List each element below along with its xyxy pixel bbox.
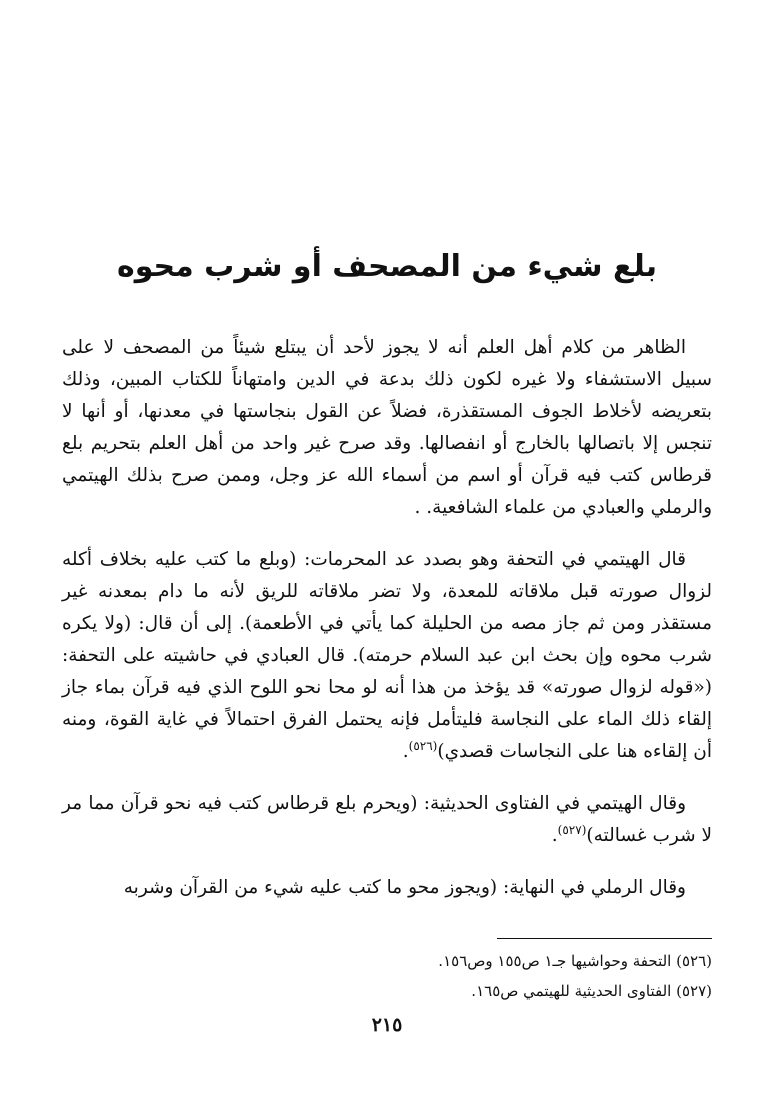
page-number: ٢١٥ xyxy=(371,1014,403,1036)
footnotes xyxy=(62,946,712,1006)
paragraph-text: وقال الهيتمي في الفتاوى الحديثية: (ويحرم بلع قرطاس كتب فيه نحو قرآن مما مر لا شرب غسالته) xyxy=(62,793,712,846)
paragraph-1 xyxy=(62,332,712,524)
paragraph-text: الظاهر من كلام أهل العلم أنه لا يجوز لأحد أن يبتلع شيئاً من المصحف لا على سبيل الاستشفاء ولا غيره لكون ذلك بدعة في الدين وامتهاناً للكتاب المبين، وذلك بتعريضه لأخلاط الجوف المستقذرة، فضلاً عن القول بنجاستها في معدنها، أو أنها لا تنجس إلا باتصالها بالخارج أو انفصالها. وقد صرح غير واحد من أهل العلم بتحريم بلع قرطاس كتب فيه قرآن أو اسم من أسماء الله عز وجل، وممن صرح بذلك الهيتمي والرملي والعبادي من علماء الشافعية. . xyxy=(62,337,712,518)
paragraph-3: وقال الهيتمي في الفتاوى الحديثية: (ويحرم بلع قرطاس كتب فيه نحو قرآن مما مر لا شرب غسالته)$^{(٥٢٧)}$. xyxy=(62,793,712,846)
paragraph-text: وقال الرملي في النهاية: (ويجوز محو ما كتب عليه شيء من القرآن وشربه xyxy=(123,877,686,898)
footnote-reference: (٥٢٦) xyxy=(408,738,438,753)
footnote-526: (٥٢٦) التحفة وحواشيها جـ١ ص١٥٥ وص١٥٦. xyxy=(438,952,712,970)
paragraph-4 xyxy=(62,872,712,904)
footnote-reference: (٥٢٧) xyxy=(557,822,587,837)
paragraph-text: قال الهيتمي في التحفة وهو بصدد عد المحرمات: (وبلع ما كتب عليه بخلاف أكله لزوال صورته قبل ملاقاته للمعدة، ولا تضر ملاقاته للريق لأنه ما دام بمعدنه غير مستقذر ومن ثم جاز مصه من الحليلة كما يأتي في الأطعمة). إلى أن قال: (ولا يكره شرب محوه وإن بحث ابن عبد السلام حرمته). قال العبادي في حاشيته على التحفة: («قوله لزوال صورته» قد يؤخذ من هذا أنه لو محا نحو اللوح الذي فيه قرآن بماء جاز إلقاء ذلك الماء على النجاسة فليتأمل فإنه يحتمل الفرق احتمالاً في غاية القوة، ومنه أن إلقاءه هنا على النجاسات قصدي) xyxy=(62,549,712,762)
paragraph-2: قال الهيتمي في التحفة وهو بصدد عد المحرمات: (وبلع ما كتب عليه بخلاف أكله لزوال صورته قبل ملاقاته للمعدة، ولا تضر ملاقاته للريق لأنه ما دام بمعدنه غير مستقذر ومن ثم جاز مصه من الحليلة كما يأتي في الأطعمة). إلى أن قال: (ولا يكره شرب محوه وإن بحث ابن عبد السلام حرمته). قال العبادي في حاشيته على التحفة: («قوله لزوال صورته» قد يؤخذ من هذا أنه لو محا نحو اللوح الذي فيه قرآن بماء جاز إلقاء ذلك الماء على النجاسة فليتأمل فإنه يحتمل الفرق احتمالاً في غاية القوة، ومنه أن إلقاءه هنا على النجاسات قصدي)$^{(٥٢٦)}$. xyxy=(62,549,712,762)
body-text xyxy=(62,332,712,924)
footnote-divider xyxy=(497,938,712,939)
footnote-527: (٥٢٧) الفتاوى الحديثية للهيتمي ص١٦٥. xyxy=(471,982,712,1000)
page-title: بلع شيء من المصحف أو شرب محوه xyxy=(117,249,657,285)
